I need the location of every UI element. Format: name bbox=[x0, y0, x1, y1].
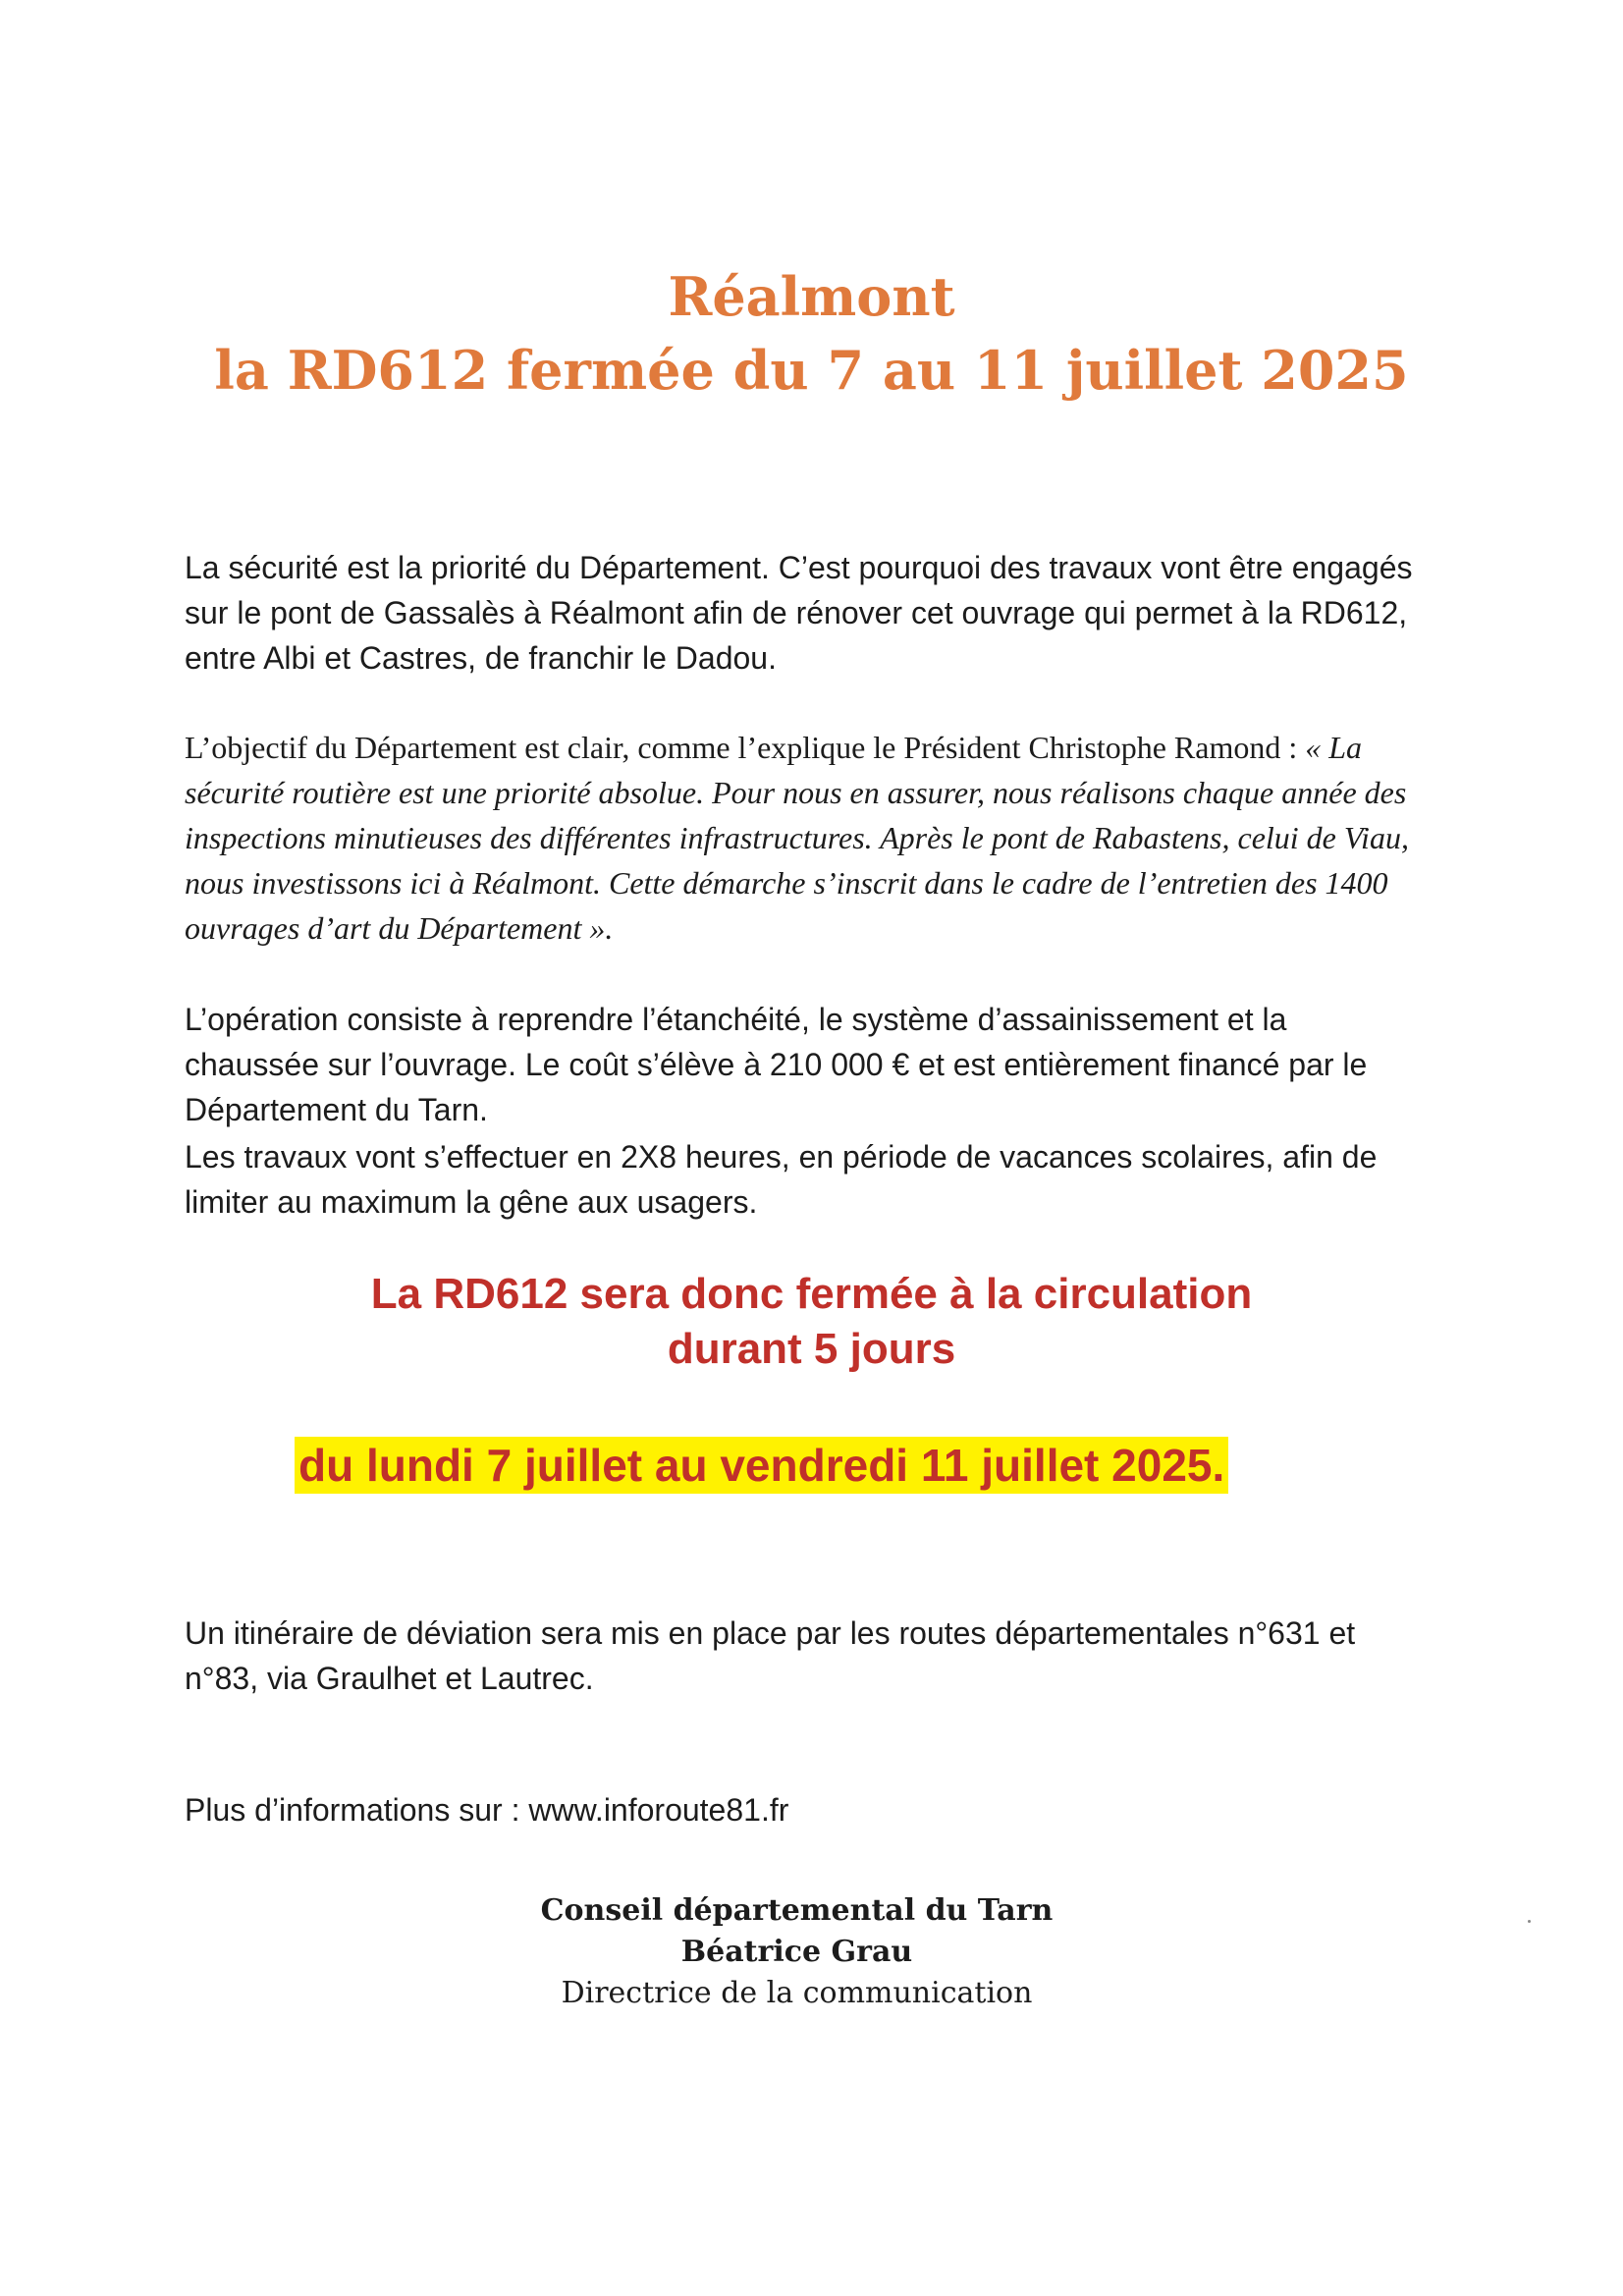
scan-speck bbox=[1528, 1920, 1531, 1923]
signature-role: Directrice de la communication bbox=[561, 1976, 1033, 2010]
quote-intro: L’objectif du Département est clair, comme l’explique le Président Christophe Ramond : bbox=[185, 730, 1306, 765]
quote-paragraph bbox=[185, 725, 1427, 951]
closure-line-2: durant 5 jours bbox=[667, 1325, 956, 1373]
quote-text: « La sécurité routière est une priorité absolue. Pour nous en assurer, nous réalisons chaque année des inspections minutieuses des différentes infrastructures. Après le pont de Rabastens, celui de Viau, nous investissons ici à Réalmont. Cette démarche s’inscrit dans le cadre de l’entretien des 1400 ouvrages d’art du Département ». bbox=[185, 730, 1409, 946]
paragraph-intro: La sécurité est la priorité du Département. C’est pourquoi des travaux vont être engagés sur le pont de Gassalès à Réalmont afin de rénover cet ouvrage qui permet à la RD612, entre Albi et Castres, de franchir le Dadou. bbox=[185, 550, 1413, 676]
closure-dates-period: . bbox=[1212, 1440, 1225, 1491]
title-line-2: la RD612 fermée du 7 au 11 juillet 2025 bbox=[214, 339, 1409, 402]
signature-organization: Conseil départemental du Tarn bbox=[540, 1893, 1054, 1928]
signature-name: Béatrice Grau bbox=[680, 1935, 913, 1969]
paragraph-operation: L’opération consiste à reprendre l’étanchéité, le système d’assainissement et la chaussée sur l’ouvrage. Le coût s’élève à 210 000 € et est entièrement financé par le Département du Tarn. bbox=[185, 1002, 1368, 1127]
paragraph-detour: Un itinéraire de déviation sera mis en place par les routes départementales n°631 et n°83, via Graulhet et Lautrec. bbox=[185, 1615, 1356, 1696]
paragraph-works: Les travaux vont s’effectuer en 2X8 heures, en période de vacances scolaires, afin de limiter au maximum la gêne aux usagers. bbox=[185, 1139, 1378, 1220]
closure-dates bbox=[295, 1437, 1228, 1494]
closure-dates-highlight: du lundi 7 juillet au vendredi 11 juillet 2025 bbox=[298, 1440, 1213, 1491]
title-line-1: Réalmont bbox=[668, 265, 955, 328]
closure-line-1: La RD612 sera donc fermée à la circulation bbox=[370, 1270, 1253, 1318]
more-info-line: Plus d’informations sur : www.inforoute81.fr bbox=[185, 1792, 789, 1828]
